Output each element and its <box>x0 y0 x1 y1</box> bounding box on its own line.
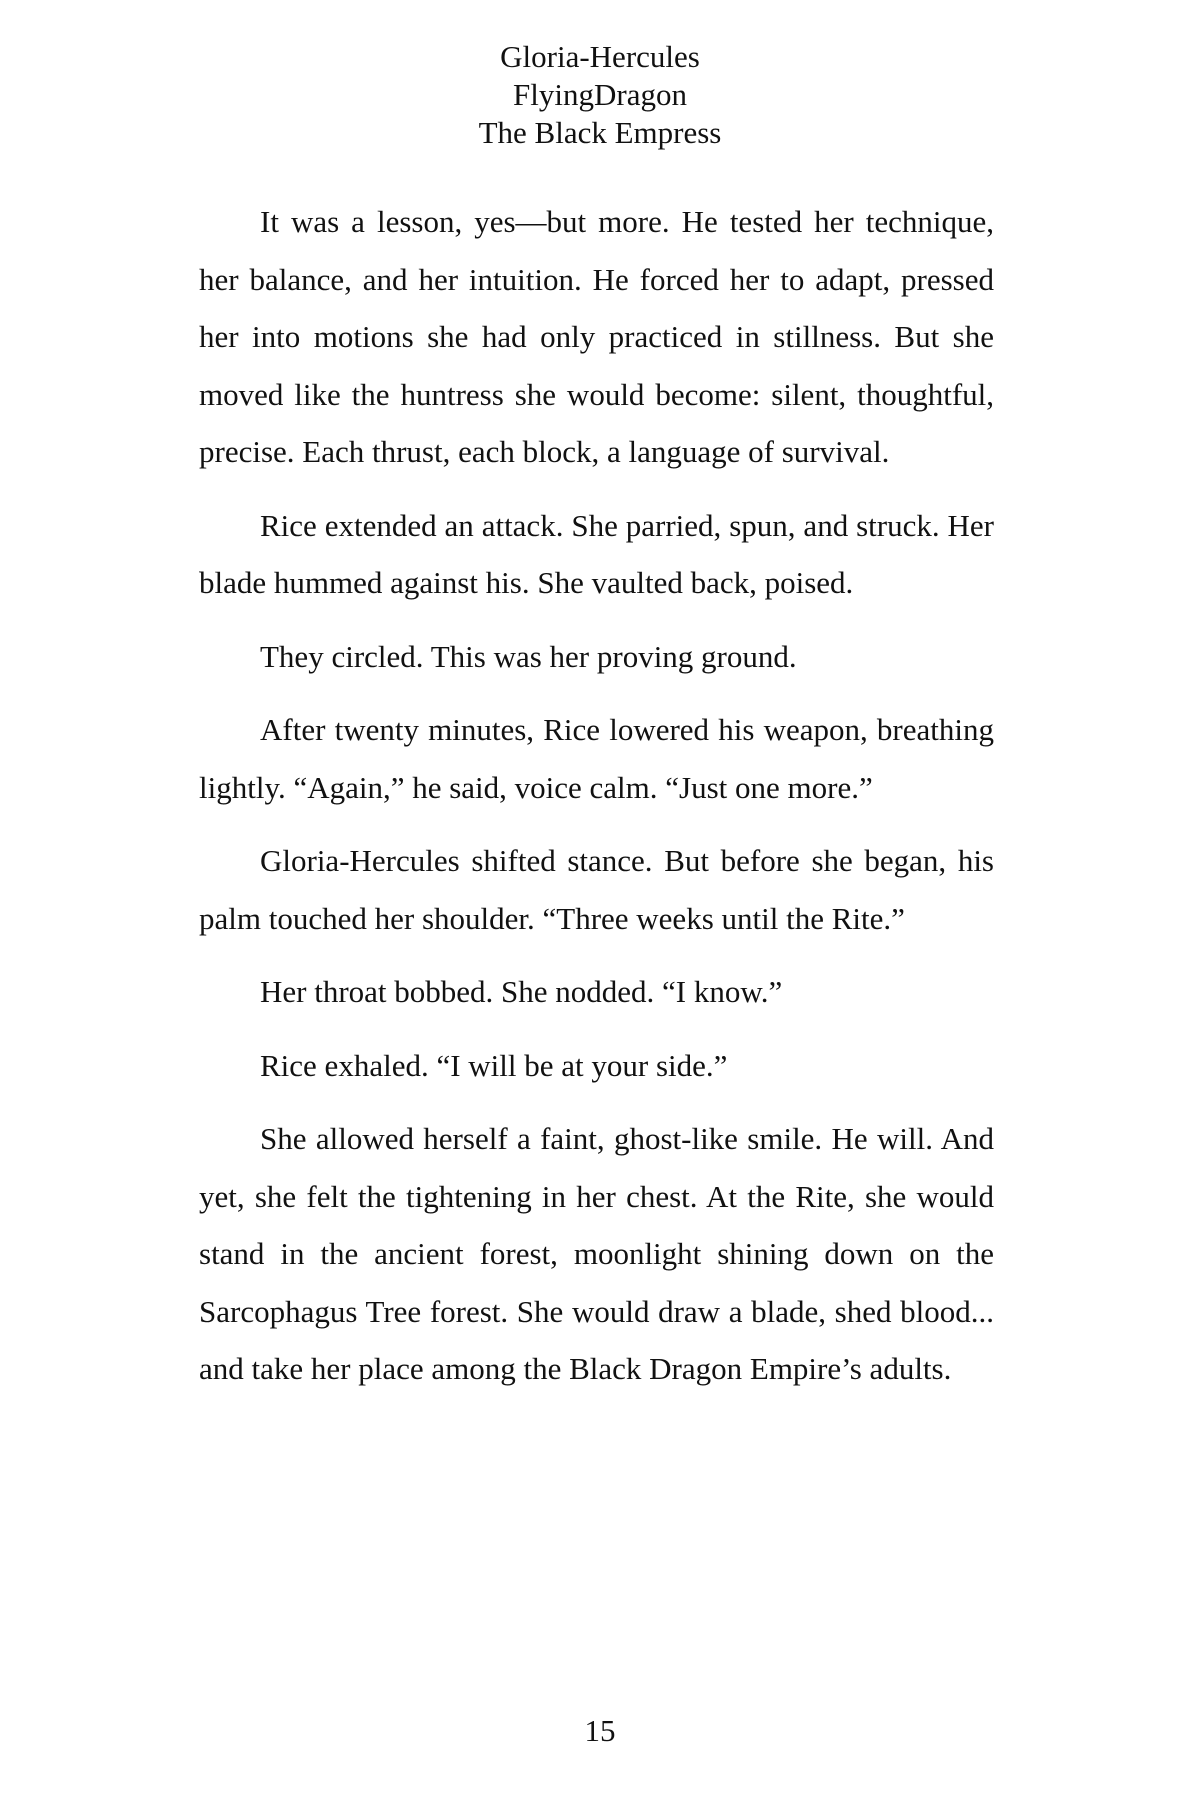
header-title: The Black Empress <box>478 115 722 150</box>
paragraph: Rice exhaled. “I will be at your side.” <box>260 1047 728 1083</box>
header-imprint: FlyingDragon <box>513 77 687 112</box>
paragraph: Rice extended an attack. She parried, spun, and struck. Her blade hummed against his. She vaulted back, poised. <box>199 507 994 600</box>
paragraph: Gloria-Hercules shifted stance. But before she began, his palm touched her shoulder. “Three weeks until the Rite.” <box>199 843 994 936</box>
paragraph: She allowed herself a faint, ghost-like smile. He will. And yet, she felt the tightening in her chest. At the Rite, she would stand in the ancient forest, moonlight shining down on the Sarcophagus Tree forest. She would draw a blade, shed blood... and take her place among the Black Dragon Empire’s adults. <box>199 1121 994 1386</box>
paragraph: It was a lesson, yes—but more. He tested her technique, her balance, and her intuition. He forced her to adapt, pressed her into motions she had only practiced in stillness. But she moved like the huntress she would become: silent, thoughtful, precise. Each thrust, each block, a language of survival. <box>199 204 994 469</box>
paragraph: After twenty minutes, Rice lowered his weapon, breathing lightly. “Again,” he said, voice calm. “Just one more.” <box>199 712 994 805</box>
paragraph: Her throat bobbed. She nodded. “I know.” <box>260 974 783 1009</box>
header-author: Gloria-Hercules <box>500 39 700 74</box>
page-number: 15 <box>584 1713 616 1748</box>
body-text <box>199 193 994 1414</box>
running-header <box>0 38 1200 152</box>
paragraph: They circled. This was her proving ground. <box>260 638 797 674</box>
